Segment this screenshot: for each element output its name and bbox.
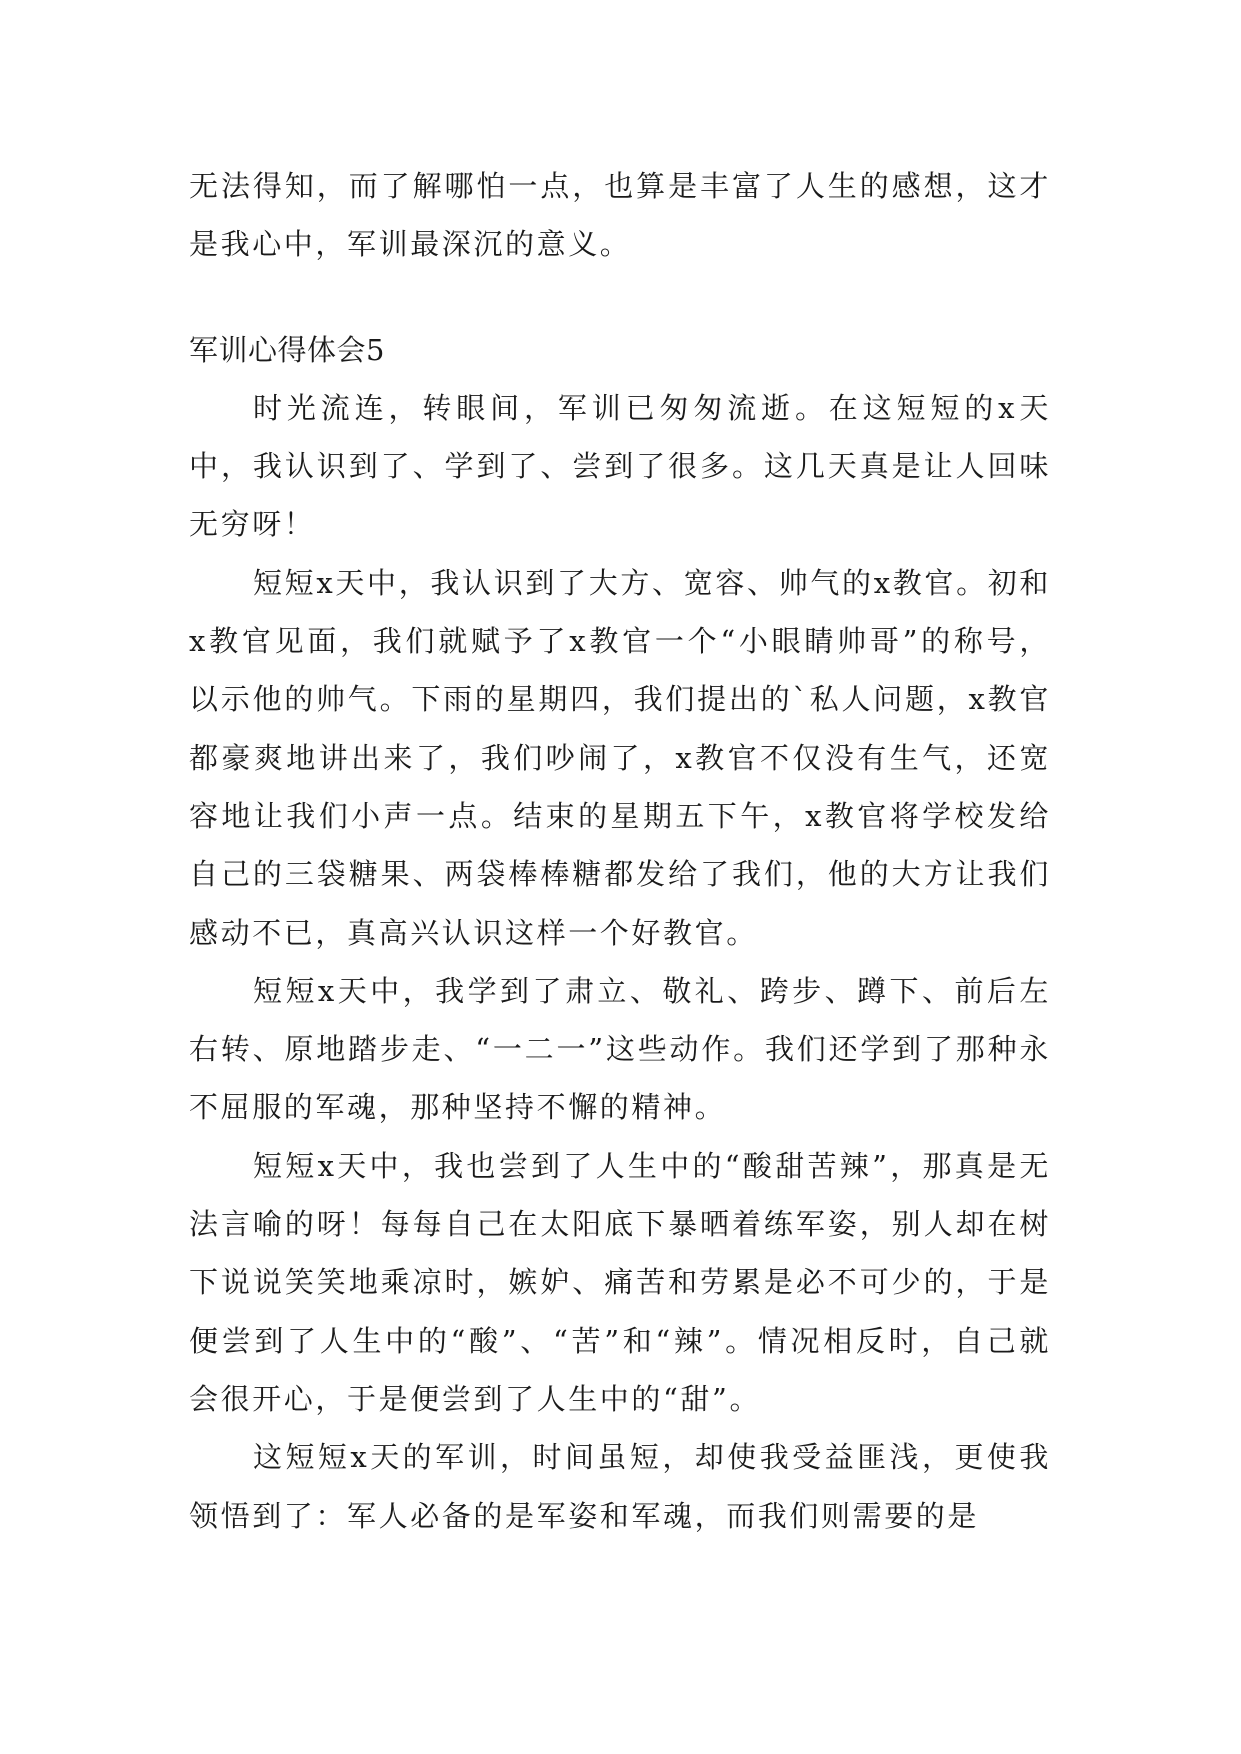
paragraph-4: 短短x天中，我也尝到了人生中的“酸甜苦辣”，那真是无法言喻的呀！每每自己在太阳底下暴晒着练军姿，别人却在树下说说笑笑地乘凉时，嫉妒、痛苦和劳累是必不可少的，于是便尝到了人生中的“酸”、“苦”和“辣”。情况相反时，自己就会很开心，于是便尝到了人生中的“甜”。: [189, 1148, 1051, 1416]
document-body: [189, 157, 1051, 1545]
paragraph-5: 这短短x天的军训，时间虽短，却使我受益匪浅，更使我领悟到了：军人必备的是军姿和军魂，而我们则需要的是: [189, 1440, 1051, 1533]
paragraph-3: 短短x天中，我学到了肃立、敬礼、跨步、蹲下、前后左右转、原地踏步走、“一二一”这些动作。我们还学到了那种永不屈服的军魂，那种坚持不懈的精神。: [189, 973, 1051, 1125]
intro-paragraph: 无法得知，而了解哪怕一点，也算是丰富了人生的感想，这才是我心中，军训最深沉的意义。: [189, 169, 1051, 262]
section-title: 军训心得体会5: [189, 332, 385, 367]
paragraph-2: 短短x天中，我认识到了大方、宽容、帅气的x教官。初和x教官见面，我们就赋予了x教官一个“小眼睛帅哥”的称号，以示他的帅气。下雨的星期四，我们提出的`私人问题，x教官都豪爽地讲出来了，我们吵闹了，x教官不仅没有生气，还宽容地让我们小声一点。结束的星期五下午，x教官将学校发给自己的三袋糖果、两袋棒棒糖都发给了我们，他的大方让我们感动不已，真高兴认识这样一个好教官。: [189, 565, 1051, 950]
paragraph-1: 时光流连，转眼间，军训已匆匆流逝。在这短短的x天中，我认识到了、学到了、尝到了很多。这几天真是让人回味无穷呀！: [189, 390, 1051, 542]
